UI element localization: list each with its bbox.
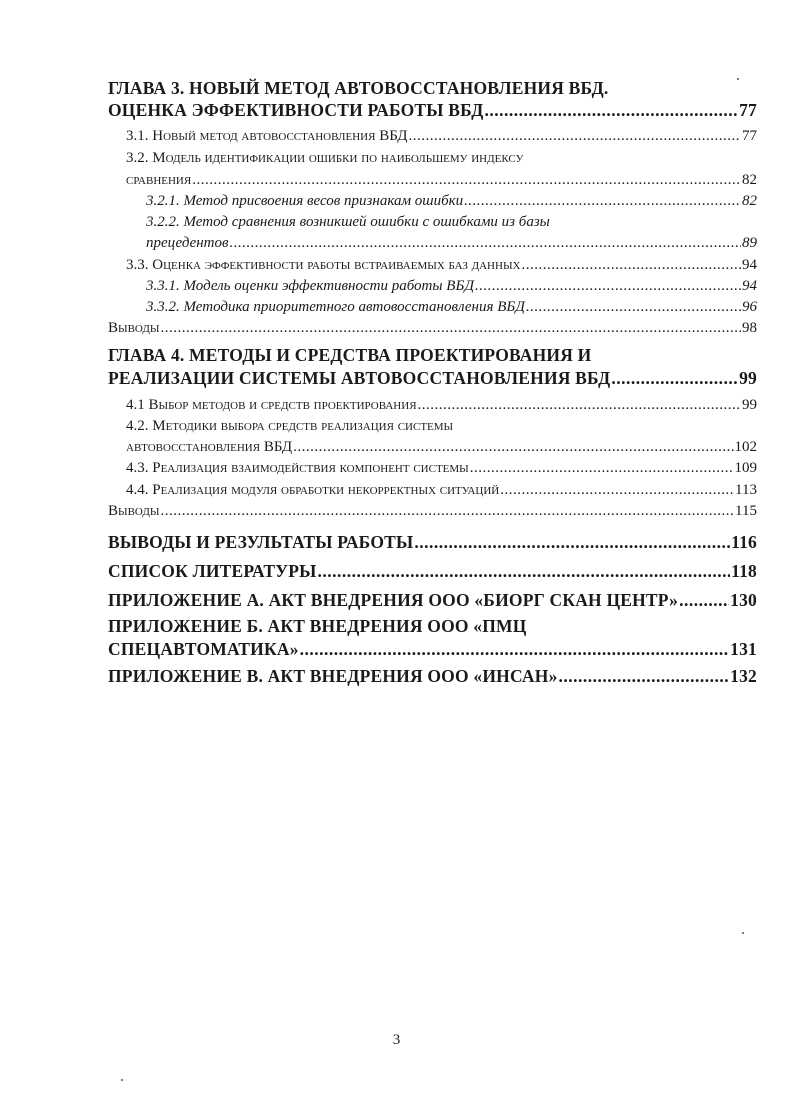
toc-section-3-2[interactable] — [108, 172, 757, 189]
toc-entry-label-line2: сравнения — [126, 172, 192, 188]
toc-page-number: 102 — [734, 439, 757, 455]
toc-section-3-2-2-line1: 3.2.2. Метод сравнения возникшей ошибки с ошибками из базы — [146, 214, 550, 230]
toc-section-3-2-1[interactable] — [108, 193, 757, 210]
dot-leader — [522, 257, 742, 274]
toc-chapter-4-conclusions[interactable] — [108, 503, 757, 520]
toc-section-4-2-line1: 4.2. Методики выбора средств реализация системы — [126, 418, 454, 434]
toc-entry-label: 3.3.2. Методика приоритетного автовосстановления ВБД — [146, 299, 525, 315]
toc-page-number: 113 — [735, 482, 757, 498]
toc-chapter-3-title-line1: ГЛАВА 3. НОВЫЙ МЕТОД АВТОВОССТАНОВЛЕНИЯ ВБД. — [108, 78, 609, 98]
toc-entry-label: ВЫВОДЫ И РЕЗУЛЬТАТЫ РАБОТЫ — [108, 532, 414, 552]
dot-leader — [160, 320, 741, 337]
toc-appendix-v[interactable] — [108, 666, 757, 687]
toc-entry-label: ПРИЛОЖЕНИЕ В. АКТ ВНЕДРЕНИЯ ООО «ИНСАН» — [108, 666, 558, 686]
toc-chapter-3[interactable] — [108, 100, 757, 121]
toc-entry-label: 3.3.1. Модель оценки эффективности работы ВБД — [146, 278, 475, 294]
dot-leader — [293, 439, 733, 456]
dot-leader — [559, 666, 730, 687]
toc-page-number: 99 — [742, 397, 757, 413]
toc-page-number: 89 — [742, 235, 757, 251]
toc-entry-label: 3.3. Оценка эффективности работы встраиваемых баз данных — [126, 257, 521, 273]
scan-speck — [737, 78, 739, 80]
dot-leader — [475, 278, 741, 295]
toc-entry-label-line2: СПЕЦАВТОМАТИКА» — [108, 639, 299, 659]
toc-page-number: 96 — [742, 299, 757, 315]
dot-leader — [470, 460, 734, 477]
dot-leader — [418, 397, 741, 414]
toc-entry-label: Выводы — [108, 320, 160, 336]
toc-chapter-4-title-line2: РЕАЛИЗАЦИИ СИСТЕМЫ АВТОВОССТАНОВЛЕНИЯ ВБД — [108, 368, 611, 388]
dot-leader — [414, 532, 730, 553]
toc-section-3-2-line1: 3.2. Модель идентификации ошибки по наибольшему индексу — [126, 150, 524, 166]
toc-entry-label-line2: автовосстановления ВБД — [126, 439, 293, 455]
toc-page-number: 82 — [742, 172, 757, 188]
toc-page-number: 116 — [731, 532, 757, 552]
toc-page-number: 115 — [735, 503, 757, 519]
dot-leader — [526, 299, 741, 316]
dot-leader — [300, 639, 729, 660]
dot-leader — [484, 100, 738, 121]
toc-appendix-b[interactable] — [108, 639, 757, 660]
toc-references[interactable] — [108, 561, 757, 582]
toc-chapter-4-title-line1: ГЛАВА 4. МЕТОДЫ И СРЕДСТВА ПРОЕКТИРОВАНИЯ И — [108, 345, 592, 365]
toc-page-number: 94 — [742, 278, 757, 294]
toc-page-number: 131 — [730, 639, 757, 659]
toc-appendix-b-line1: ПРИЛОЖЕНИЕ Б. АКТ ВНЕДРЕНИЯ ООО «ПМЦ — [108, 616, 527, 636]
toc-section-3-3-2[interactable] — [108, 299, 757, 316]
toc-entry-label: ПРИЛОЖЕНИЕ А. АКТ ВНЕДРЕНИЯ ООО «БИОРГ СКАН ЦЕНТР» — [108, 590, 679, 610]
scan-speck — [742, 932, 744, 934]
toc-results[interactable] — [108, 532, 757, 553]
toc-section-4-1[interactable] — [108, 397, 757, 414]
toc-page-number: 77 — [739, 100, 757, 120]
toc-entry-label: 4.4. Реализация модуля обработки некорректных ситуаций — [126, 482, 500, 498]
toc-page-number: 132 — [730, 666, 757, 686]
toc-entry-label: 4.1 Выбор методов и средств проектирования — [126, 397, 417, 413]
toc-chapter-3-conclusions[interactable] — [108, 320, 757, 337]
toc-page-number: 109 — [734, 460, 757, 476]
dot-leader — [408, 128, 741, 145]
dot-leader — [160, 503, 734, 520]
toc-page-number: 82 — [742, 193, 757, 209]
toc-entry-label: 3.2.1. Метод присвоения весов признакам ошибки — [146, 193, 464, 209]
dot-leader — [679, 590, 729, 611]
toc-section-3-1[interactable] — [108, 128, 757, 145]
dot-leader — [230, 235, 741, 252]
toc-page-number: 98 — [742, 320, 757, 336]
toc-chapter-4[interactable] — [108, 368, 757, 389]
toc-page-number: 99 — [739, 368, 757, 388]
dot-leader — [192, 172, 741, 189]
dot-leader — [464, 193, 741, 210]
toc-section-3-3-1[interactable] — [108, 278, 757, 295]
toc-page-number: 130 — [730, 590, 757, 610]
toc-section-3-2-2[interactable] — [108, 235, 757, 252]
toc-section-3-3[interactable] — [108, 257, 757, 274]
dot-leader — [611, 368, 738, 389]
page-number: 3 — [392, 1032, 401, 1048]
toc-entry-label: 4.3. Реализация взаимодействия компонент системы — [126, 460, 469, 476]
toc-entry-label: 3.1. Новый метод автовосстановления ВБД — [126, 128, 408, 144]
dot-leader — [318, 561, 731, 582]
toc-section-4-2[interactable] — [108, 439, 757, 456]
toc-chapter-3-title-line2: ОЦЕНКА ЭФФЕКТИВНОСТИ РАБОТЫ ВБД — [108, 100, 484, 120]
toc-appendix-a[interactable] — [108, 590, 757, 611]
toc-page-number: 77 — [742, 128, 757, 144]
scan-speck — [121, 1079, 123, 1081]
toc-entry-label: СПИСОК ЛИТЕРАТУРЫ — [108, 561, 317, 581]
toc-entry-label: Выводы — [108, 503, 160, 519]
dot-leader — [500, 482, 734, 499]
toc-section-4-4[interactable] — [108, 482, 757, 499]
toc-page-number: 94 — [742, 257, 757, 273]
toc-section-4-3[interactable] — [108, 460, 757, 477]
toc-entry-label-line2: прецедентов — [146, 235, 229, 251]
toc-page-number: 118 — [731, 561, 757, 581]
